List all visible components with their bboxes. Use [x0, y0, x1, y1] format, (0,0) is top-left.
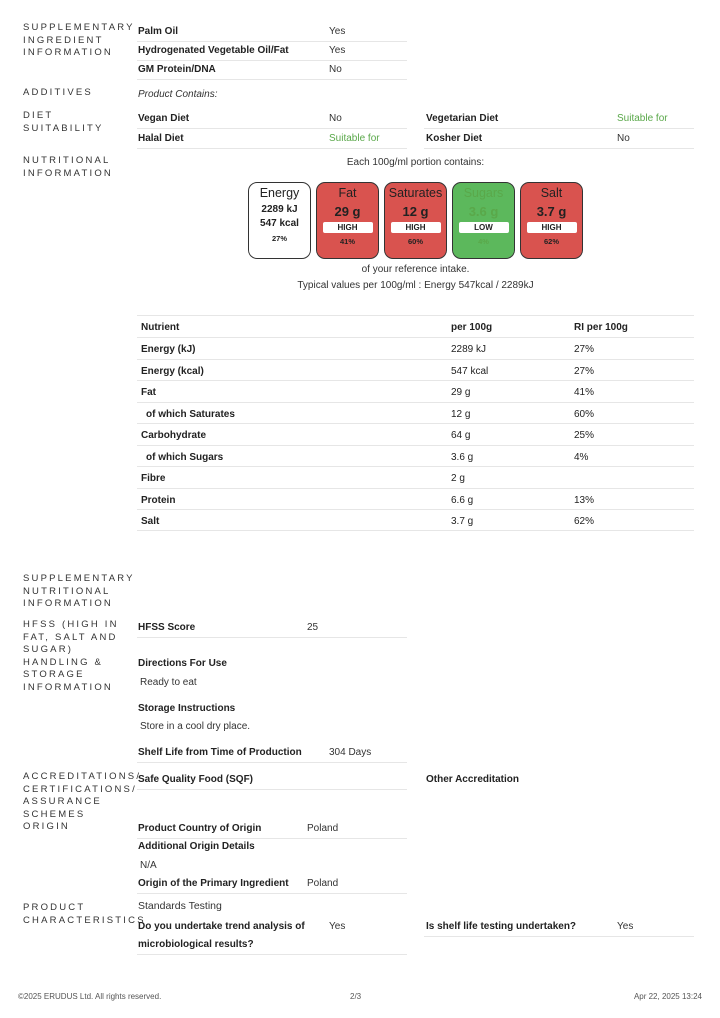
divider — [424, 128, 694, 129]
nutrient-ri: 13% — [574, 494, 595, 506]
energy-light — [248, 182, 311, 259]
nutrient-per100: 2289 kJ — [451, 344, 487, 355]
other-accreditation-label: Other Accreditation — [426, 774, 519, 785]
sugars-name: Sugars — [463, 186, 504, 200]
vegan-label: Vegan Diet — [138, 113, 190, 124]
salt-name: Salt — [540, 186, 563, 200]
vegan-value: No — [329, 113, 342, 124]
storage-value: Store in a cool dry place. — [140, 721, 251, 732]
nutrient-ri: 4% — [574, 451, 589, 463]
sugars-level: LOW — [459, 222, 509, 233]
additional-origin-label: Additional Origin Details — [138, 841, 255, 852]
shelf-test-value: Yes — [617, 921, 634, 932]
standards-testing-heading: Standards Testing — [138, 900, 222, 912]
table-row — [137, 402, 694, 424]
fat-amount: 29 g — [334, 204, 361, 219]
shelf-test-label: Is shelf life testing undertaken? — [426, 921, 577, 932]
footer-copyright: ©2025 ERUDUS Ltd. All rights reserved. — [18, 992, 162, 1001]
typical-values-text: Typical values per 100g/ml : Energy 547kcal / 2289kJ — [297, 280, 534, 291]
halal-value: Suitable for — [329, 133, 380, 144]
trend-analysis-value: Yes — [329, 921, 346, 932]
divider — [137, 79, 407, 80]
nutrient-name: Energy (kcal) — [141, 365, 204, 377]
fat-pct: 41% — [339, 237, 355, 246]
divider — [137, 954, 407, 955]
divider — [137, 789, 407, 790]
header-nutrient: Nutrient — [141, 322, 180, 333]
nutrient-ri: 62% — [574, 516, 595, 527]
sugars-amount: 3.6 g — [468, 204, 499, 219]
vegetarian-value: Suitable for — [617, 113, 668, 124]
footer-date: Apr 22, 2025 13:24 — [633, 992, 702, 1001]
footer-page-number: 2/3 — [350, 992, 362, 1001]
nutrient-name: Energy (kJ) — [141, 344, 196, 355]
energy-name: Energy — [259, 186, 300, 200]
table-row — [137, 445, 694, 467]
vegetarian-label: Vegetarian Diet — [426, 113, 499, 124]
saturates-light — [384, 182, 447, 259]
divider — [137, 148, 407, 149]
energy-pct: 27% — [271, 234, 287, 243]
divider — [424, 936, 694, 937]
nutrient-name: of which Saturates — [146, 408, 235, 420]
sugars-pct: 4% — [478, 237, 489, 246]
kosher-label: Kosher Diet — [426, 133, 483, 144]
nutrient-per100: 64 g — [451, 430, 471, 441]
header-ri: RI per 100g — [574, 322, 628, 333]
divider — [137, 762, 407, 763]
portion-text: Each 100g/ml portion contains: — [346, 157, 485, 168]
nutrient-per100: 6.6 g — [451, 494, 474, 506]
trend-analysis-label-line2: microbiological results? — [138, 939, 254, 950]
nutrient-name: Carbohydrate — [141, 430, 207, 441]
header-per100: per 100g — [451, 322, 493, 333]
section-label-diet: DIET SUITABILITY — [23, 110, 104, 134]
salt-amount: 3.7 g — [536, 204, 567, 219]
salt-light — [520, 182, 583, 259]
nutrient-ri: 41% — [574, 387, 595, 398]
table-row — [137, 488, 694, 510]
kosher-value: No — [617, 133, 630, 144]
additives-text: Product Contains: — [138, 89, 218, 100]
section-label-accreditations: ACCREDITATIONS/ CERTIFICATIONS/ ASSURANCE SCHEMES ORIGIN — [23, 771, 142, 832]
section-label-product-characteristics: PRODUCT CHARACTERISTICS — [23, 902, 146, 926]
nutrient-per100: 547 kcal — [451, 365, 489, 377]
sugars-light — [452, 182, 515, 259]
section-label-hfss: HFSS (HIGH IN FAT, SALT AND SUGAR) HANDLING & STORAGE INFORMATION — [23, 619, 119, 693]
nutrient-name: Fat — [141, 387, 156, 398]
storage-label: Storage Instructions — [138, 703, 236, 714]
shelf-life-value: 304 Days — [329, 747, 372, 758]
primary-origin-value: Poland — [307, 878, 339, 889]
nutrient-name: Salt — [141, 516, 160, 527]
reference-text: of your reference intake. — [361, 264, 470, 275]
table-row — [137, 423, 694, 445]
gm-protein-label: GM Protein/DNA — [138, 64, 216, 75]
section-label-supplementary-nutritional: SUPPLEMENTARY NUTRITIONAL INFORMATION — [23, 573, 135, 609]
palm-oil-label: Palm Oil — [138, 26, 179, 37]
saturates-level: HIGH — [391, 222, 441, 233]
nutrient-per100: 2 g — [451, 473, 465, 484]
primary-origin-label: Origin of the Primary Ingredient — [138, 878, 289, 889]
nutrient-name: Protein — [141, 494, 176, 506]
nutrient-per100: 12 g — [451, 408, 471, 420]
divider — [137, 893, 407, 894]
salt-pct: 62% — [543, 237, 559, 246]
palm-oil-value: Yes — [329, 26, 346, 37]
shelf-life-label: Shelf Life from Time of Production — [138, 747, 302, 758]
hydrogenated-oil-value: Yes — [329, 45, 346, 56]
sqf-label: Safe Quality Food (SQF) — [138, 774, 254, 785]
hfss-score-value: 25 — [307, 622, 319, 633]
fat-name: Fat — [338, 186, 357, 200]
nutrient-name: Fibre — [141, 473, 166, 484]
fat-light — [316, 182, 379, 259]
saturates-amount: 12 g — [402, 204, 429, 219]
hydrogenated-oil-label: Hydrogenated Vegetable Oil/Fat — [138, 45, 289, 56]
table-row — [137, 380, 694, 402]
divider — [137, 838, 407, 839]
additional-origin-value: N/A — [140, 860, 157, 871]
nutrient-per100: 29 g — [451, 387, 471, 398]
divider — [137, 41, 407, 42]
saturates-name: Saturates — [388, 186, 443, 200]
trend-analysis-label-line1: Do you undertake trend analysis of — [138, 921, 305, 932]
divider — [137, 637, 407, 638]
section-label-additives: ADDITIVES — [23, 87, 93, 98]
directions-label: Directions For Use — [138, 658, 227, 669]
nutrient-ri: 60% — [574, 408, 595, 420]
gm-protein-value: No — [329, 64, 342, 75]
directions-value: Ready to eat — [140, 677, 197, 688]
nutrient-ri: 25% — [574, 430, 595, 441]
table-row — [137, 509, 694, 531]
hfss-score-label: HFSS Score — [138, 622, 196, 633]
divider — [137, 60, 407, 61]
table-row — [137, 337, 694, 359]
energy-kj: 2289 kJ — [261, 204, 298, 215]
section-label-supplementary-ingredient: SUPPLEMENTARY INGREDIENT INFORMATION — [23, 22, 135, 58]
nutrient-per100: 3.7 g — [451, 516, 474, 527]
table-row — [137, 359, 694, 381]
nutrient-ri: 27% — [574, 344, 595, 355]
country-origin-value: Poland — [307, 823, 339, 834]
section-label-nutritional: NUTRITIONAL INFORMATION — [23, 155, 113, 179]
salt-level: HIGH — [527, 222, 577, 233]
country-origin-label: Product Country of Origin — [138, 823, 262, 834]
nutrient-name: of which Sugars — [146, 451, 224, 463]
saturates-pct: 60% — [407, 237, 423, 246]
table-row — [137, 466, 694, 488]
halal-label: Halal Diet — [138, 133, 184, 144]
nutrient-table-header — [137, 315, 694, 337]
divider — [137, 128, 407, 129]
divider — [424, 148, 694, 149]
nutrient-ri: 27% — [574, 365, 595, 377]
nutrient-per100: 3.6 g — [451, 451, 474, 463]
energy-kcal: 547 kcal — [260, 218, 299, 229]
fat-level: HIGH — [323, 222, 373, 233]
